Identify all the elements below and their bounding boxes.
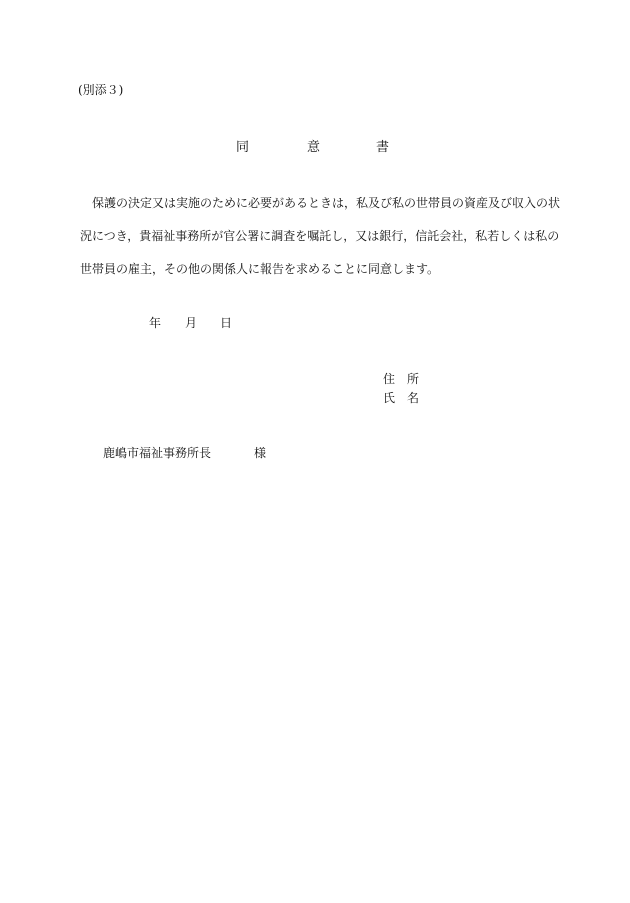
appendix-label: (別添３) [78, 83, 124, 97]
title-char-2: 意 [307, 140, 321, 155]
addressee-office: 鹿嶋市福祉事務所長 [103, 446, 212, 460]
statement-line-2: 況につき，貴福祉事務所が官公署に調査を嘱託し，又は銀行，信託会社，私若しくは私の [80, 229, 560, 243]
title-char-1: 同 [236, 140, 250, 155]
address-label: 住 所 [383, 372, 420, 386]
addressee-honorific: 様 [254, 446, 267, 460]
statement-line-1 [80, 195, 561, 228]
statement-line-1-text: 保護の決定又は実施のために必要があるときは，私及び私の世帯員の資産及び収入の状 [92, 196, 561, 210]
date-month-label: 月 [185, 316, 198, 330]
consent-statement [80, 195, 561, 294]
document-title [0, 136, 630, 154]
date-year-label: 年 [149, 316, 162, 330]
statement-line-3: 世帯員の雇主，その他の関係人に報告を求めることに同意します。 [80, 262, 440, 276]
title-char-3: 書 [376, 140, 390, 155]
date-day-label: 日 [220, 316, 233, 330]
name-label: 氏 名 [383, 391, 420, 405]
